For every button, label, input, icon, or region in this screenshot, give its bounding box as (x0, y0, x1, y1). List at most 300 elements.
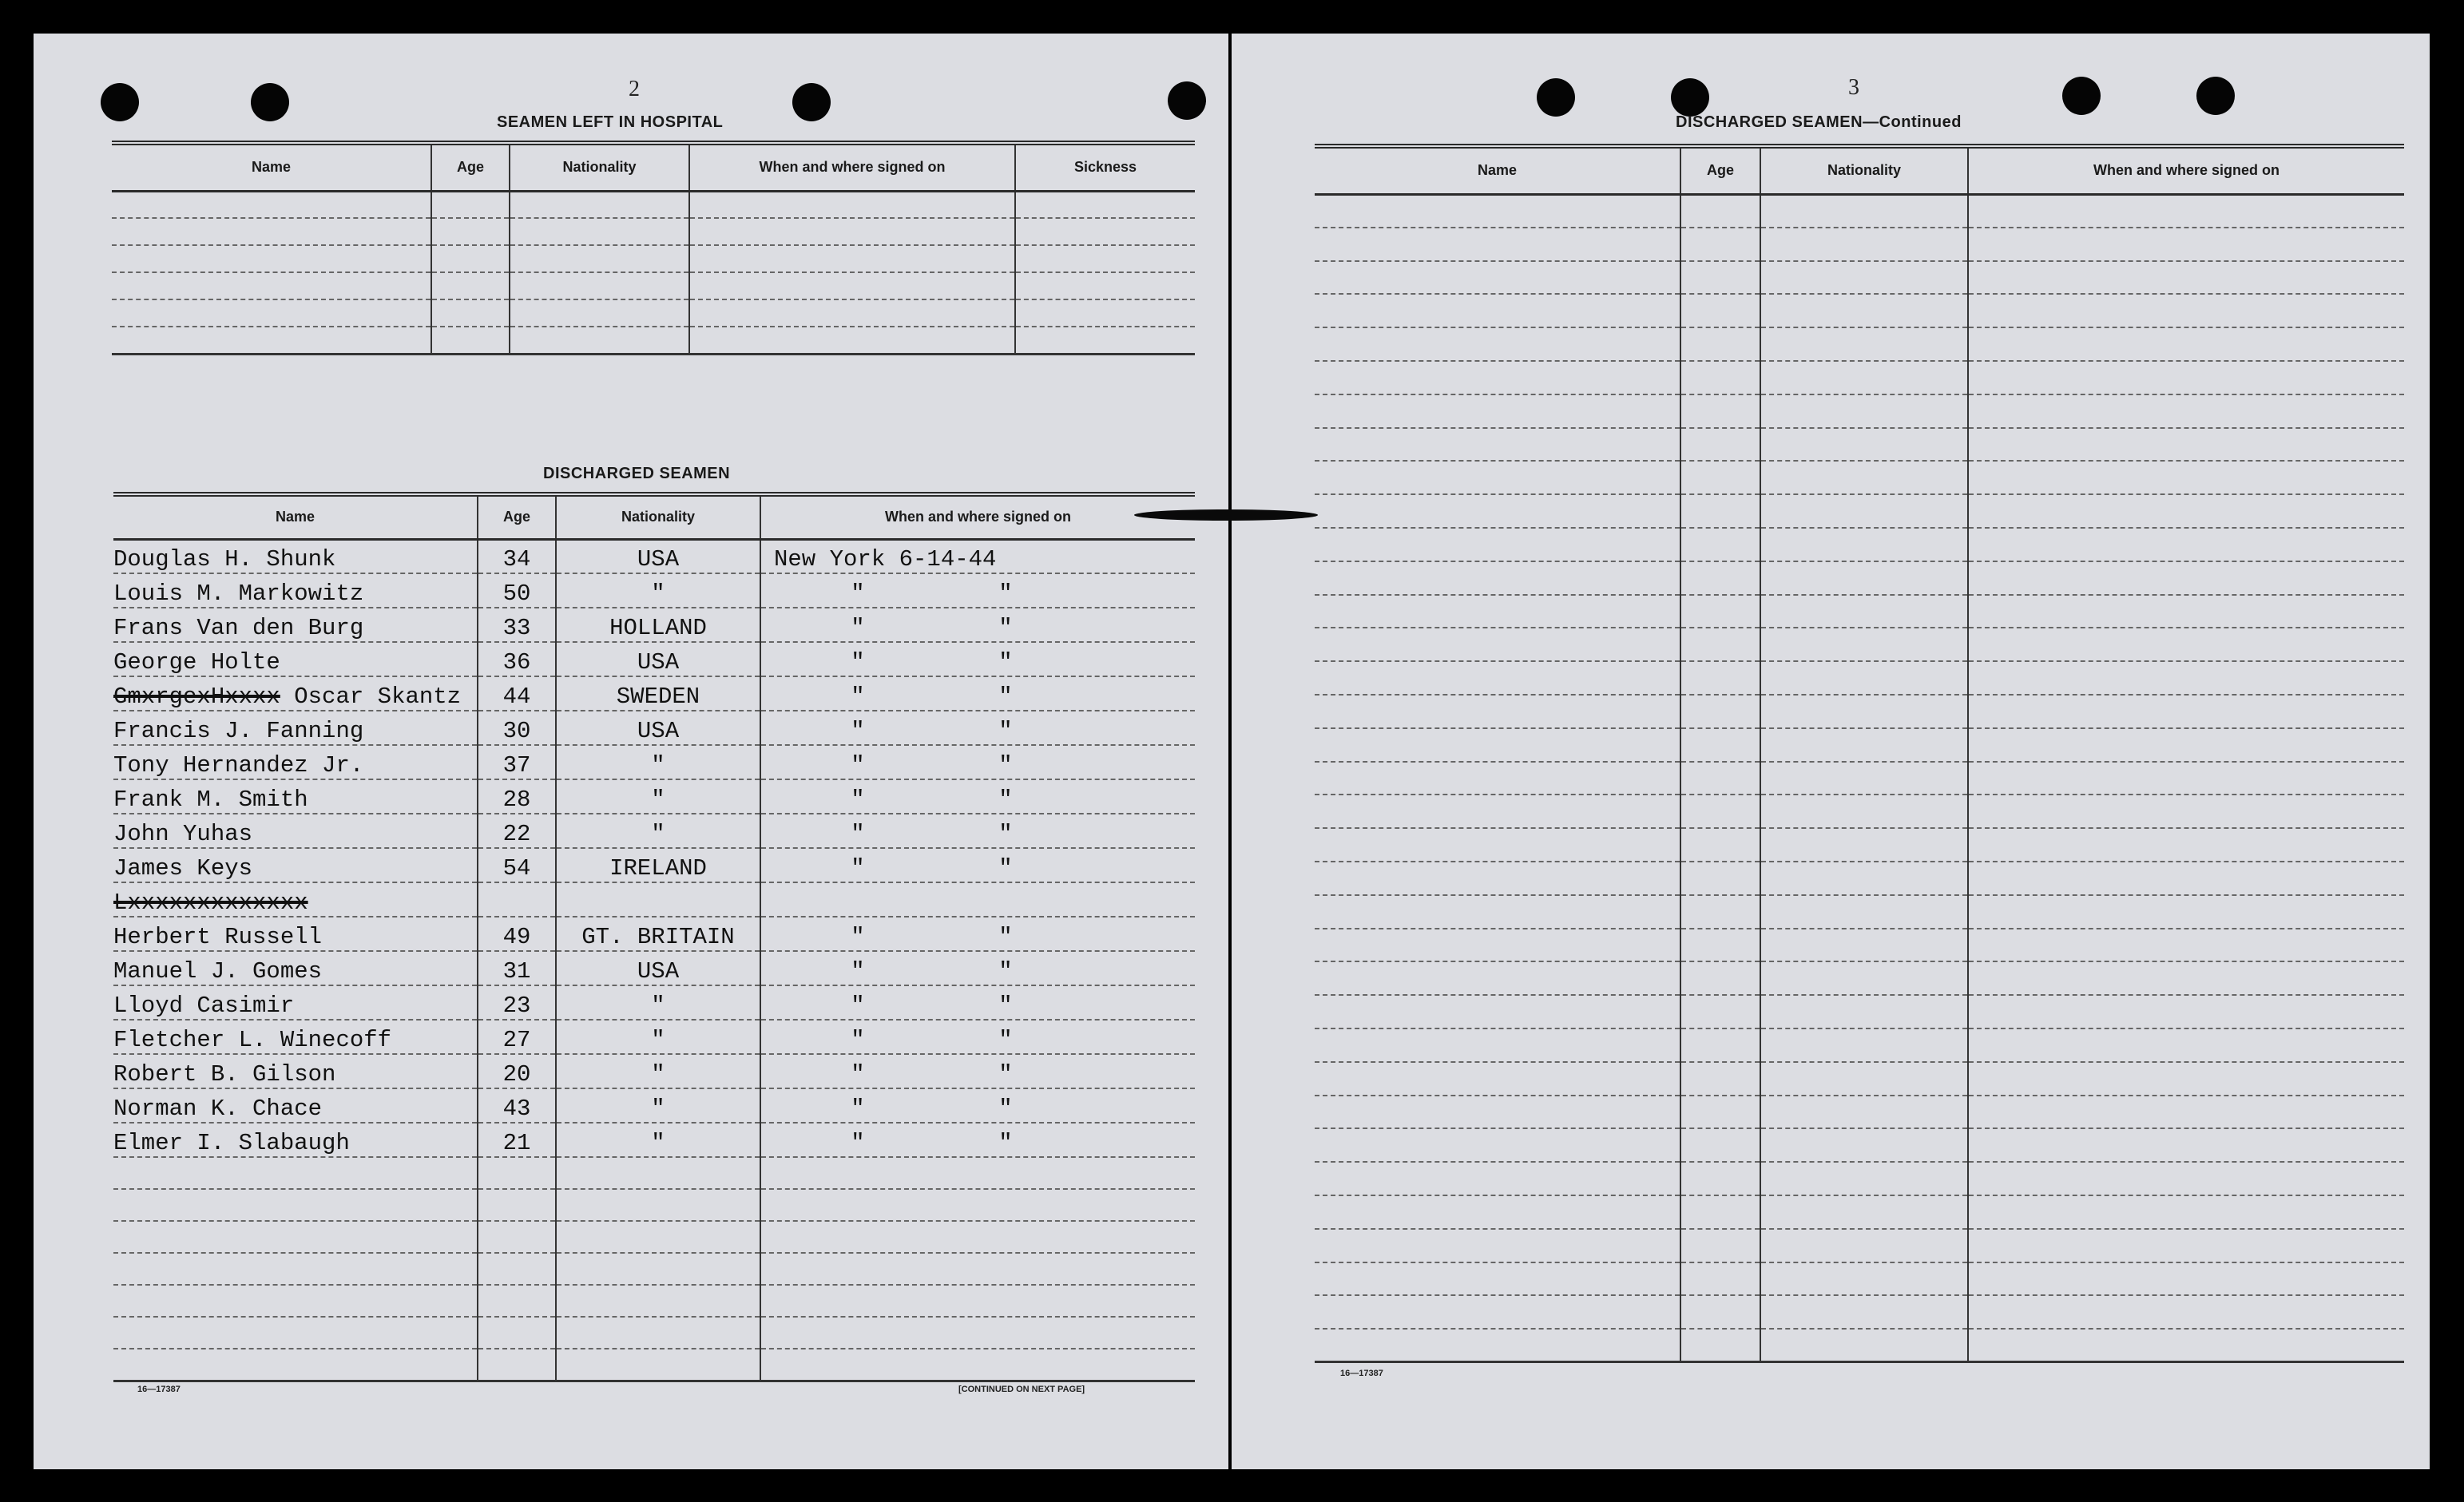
table-cell (1315, 828, 1680, 862)
signed-on-cell (760, 1157, 1195, 1189)
table-cell (1315, 795, 1680, 828)
table-cell (1760, 461, 1968, 494)
table-cell (1968, 194, 2404, 228)
seaman-nationality: " (556, 1123, 760, 1157)
signed-on-date: " (998, 821, 1013, 847)
table-cell (1680, 795, 1760, 828)
table-cell (1968, 695, 2404, 728)
seaman-nationality (556, 882, 760, 917)
signed-on-cell (760, 711, 1195, 745)
table-row (1315, 261, 2404, 295)
seaman-name: Manuel J. Gomes (113, 958, 323, 985)
seaman-name-cell (113, 1157, 478, 1189)
seaman-age (478, 1189, 556, 1221)
seaman-nationality: IRELAND (556, 848, 760, 882)
seaman-nationality: " (556, 1054, 760, 1088)
table-cell (1680, 895, 1760, 929)
table-cell (1680, 1329, 1760, 1362)
seaman-name-cell (113, 814, 478, 848)
table-cell (1315, 961, 1680, 995)
signed-on-date: " (998, 1096, 1013, 1122)
seaman-name-cell (113, 1253, 478, 1285)
table-row (1315, 1295, 2404, 1329)
table-cell (1968, 628, 2404, 661)
table-cell (1680, 361, 1760, 394)
table-cell (1760, 1128, 1968, 1162)
table-row (113, 1253, 1195, 1285)
table-cell (1760, 1329, 1968, 1362)
table-row (1315, 995, 2404, 1028)
seaman-age (478, 1317, 556, 1349)
table-row (1315, 394, 2404, 428)
hospital-section-title: SEAMEN LEFT IN HOSPITAL (497, 113, 724, 131)
seaman-name-cell (113, 1285, 478, 1317)
signed-on-place: " (851, 718, 865, 744)
signed-on-cell (760, 1285, 1195, 1317)
signed-on-date: " (998, 581, 1013, 607)
table-cell (431, 272, 510, 299)
signed-on-place: " (851, 1130, 865, 1156)
table-cell (1760, 828, 1968, 862)
table-row (1315, 528, 2404, 561)
table-cell (510, 327, 689, 354)
table-cell (1968, 762, 2404, 795)
table-cell (1760, 1028, 1968, 1062)
table-cell (1315, 428, 1680, 462)
table-cell (1315, 595, 1680, 628)
signed-on-cell (760, 1253, 1195, 1285)
table-cell (1968, 1128, 2404, 1162)
table-row (112, 327, 1195, 354)
table-row (112, 272, 1195, 299)
table-cell (112, 218, 431, 245)
column-header: Name (112, 143, 431, 191)
column-header: Age (1680, 146, 1760, 194)
table-cell (1680, 1062, 1760, 1096)
form-number: 16—17387 (137, 1385, 181, 1394)
table-cell (510, 272, 689, 299)
table-cell (1315, 294, 1680, 327)
seaman-age: 34 (478, 539, 556, 573)
table-cell (1680, 1229, 1760, 1262)
seaman-nationality: " (556, 745, 760, 779)
table-cell (1680, 695, 1760, 728)
table-cell (1968, 1195, 2404, 1229)
seaman-name-cell (113, 951, 478, 985)
table-row (1315, 795, 2404, 828)
table-cell (1315, 528, 1680, 561)
table-cell (1315, 361, 1680, 394)
table-row (1315, 929, 2404, 962)
table-cell (1760, 762, 1968, 795)
table-cell (1015, 327, 1195, 354)
seaman-nationality (556, 1285, 760, 1317)
column-header: Age (431, 143, 510, 191)
seaman-age: 43 (478, 1088, 556, 1123)
table-cell (1315, 1295, 1680, 1329)
table-cell (1680, 628, 1760, 661)
table-cell (1315, 728, 1680, 762)
table-cell (1968, 1162, 2404, 1195)
table-cell (1968, 1229, 2404, 1262)
table-cell (1315, 1028, 1680, 1062)
table-row (113, 1349, 1195, 1381)
signed-on-place: " (851, 855, 865, 882)
table-row (112, 218, 1195, 245)
table-cell (1680, 762, 1760, 795)
table-cell (1968, 394, 2404, 428)
table-row (113, 642, 1195, 676)
table-cell (431, 299, 510, 327)
table-cell (1968, 1295, 2404, 1329)
table-cell (1968, 595, 2404, 628)
seaman-nationality: " (556, 985, 760, 1020)
struck-name: GmxrgexHxxxx (113, 684, 280, 710)
signed-on-cell (760, 985, 1195, 1020)
table-cell (1315, 261, 1680, 295)
table-cell (1968, 228, 2404, 261)
table-cell (1760, 1229, 1968, 1262)
table-row (1315, 1062, 2404, 1096)
table-cell (1680, 828, 1760, 862)
signed-on-date: " (998, 993, 1013, 1019)
table-row (113, 1020, 1195, 1054)
seaman-nationality: USA (556, 539, 760, 573)
table-cell (1760, 228, 1968, 261)
seaman-age: 28 (478, 779, 556, 814)
table-cell (1968, 929, 2404, 962)
signed-on-cell (760, 1054, 1195, 1088)
signed-on-cell (760, 1221, 1195, 1253)
signed-on-cell (760, 1123, 1195, 1157)
table-cell (1968, 327, 2404, 361)
table-cell (1315, 995, 1680, 1028)
table-cell (1315, 929, 1680, 962)
table-cell (1760, 561, 1968, 595)
seaman-name-cell (113, 642, 478, 676)
seaman-name: John Yuhas (113, 821, 253, 847)
seaman-age: 27 (478, 1020, 556, 1054)
table-row (1315, 862, 2404, 895)
form-number: 16—17387 (1340, 1369, 1383, 1378)
seaman-name: Lloyd Casimir (113, 993, 295, 1019)
seaman-name-cell (113, 1189, 478, 1221)
seaman-age (478, 1221, 556, 1253)
table-cell (1968, 1262, 2404, 1296)
seaman-nationality: USA (556, 642, 760, 676)
table-row (1315, 228, 2404, 261)
left-page (34, 34, 1228, 1469)
table-cell (689, 299, 1015, 327)
table-cell (1968, 661, 2404, 695)
ink-mark (1134, 509, 1318, 521)
signed-on-cell (760, 1189, 1195, 1221)
table-cell (112, 245, 431, 272)
table-row (113, 882, 1195, 917)
table-cell (1968, 862, 2404, 895)
seaman-name-cell (113, 745, 478, 779)
table-cell (1680, 528, 1760, 561)
table-cell (1968, 428, 2404, 462)
table-cell (1315, 327, 1680, 361)
table-row (113, 745, 1195, 779)
signed-on-date: " (998, 752, 1013, 779)
seaman-nationality: " (556, 814, 760, 848)
seaman-age (478, 1157, 556, 1189)
signed-on-place: " (851, 752, 865, 779)
table-row (1315, 361, 2404, 394)
seaman-age: 49 (478, 917, 556, 951)
table-cell (1760, 695, 1968, 728)
seaman-name: Frans Van den Burg (113, 615, 364, 641)
seaman-name: Norman K. Chace (113, 1096, 323, 1122)
column-header: Nationality (1760, 146, 1968, 194)
punch-hole (1671, 78, 1709, 117)
punch-hole (1537, 78, 1575, 117)
seaman-nationality: " (556, 779, 760, 814)
signed-on-date: " (998, 649, 1013, 676)
table-cell (1968, 361, 2404, 394)
table-cell (1315, 628, 1680, 661)
seaman-name-cell (113, 779, 478, 814)
table-cell (1315, 695, 1680, 728)
table-cell (112, 191, 431, 218)
table-row (1315, 294, 2404, 327)
table-cell (1680, 1128, 1760, 1162)
table-row (1315, 561, 2404, 595)
seaman-name: Elmer I. Slabaugh (113, 1130, 350, 1156)
signed-on-cell (760, 1020, 1195, 1054)
seaman-age: 31 (478, 951, 556, 985)
seaman-nationality: USA (556, 711, 760, 745)
signed-on-cell (760, 917, 1195, 951)
column-header: When and where signed on (1968, 146, 2404, 194)
column-header: Age (478, 494, 556, 539)
seaman-age: 23 (478, 985, 556, 1020)
signed-on-place: " (851, 1061, 865, 1088)
table-row (1315, 461, 2404, 494)
table-cell (1680, 1028, 1760, 1062)
table-cell (1680, 1096, 1760, 1129)
table-row (1315, 1229, 2404, 1262)
seaman-age: 21 (478, 1123, 556, 1157)
table-cell (1315, 1229, 1680, 1262)
table-cell (1968, 528, 2404, 561)
table-cell (1315, 1195, 1680, 1229)
table-row (113, 779, 1195, 814)
table-cell (1015, 299, 1195, 327)
seaman-name-cell (113, 539, 478, 573)
table-cell (431, 218, 510, 245)
table-cell (1968, 795, 2404, 828)
table-row (1315, 695, 2404, 728)
table-row (113, 608, 1195, 642)
seaman-age: 37 (478, 745, 556, 779)
table-cell (1315, 1329, 1680, 1362)
seaman-nationality: SWEDEN (556, 676, 760, 711)
table-cell (1315, 494, 1680, 528)
table-row (113, 1221, 1195, 1253)
signed-on-cell (760, 676, 1195, 711)
seaman-nationality (556, 1157, 760, 1189)
seaman-age: 44 (478, 676, 556, 711)
table-row (113, 711, 1195, 745)
signed-on-date: " (998, 1061, 1013, 1088)
table-cell (1680, 561, 1760, 595)
table-cell (1760, 361, 1968, 394)
table-row (112, 191, 1195, 218)
signed-on-date: " (998, 787, 1013, 813)
seaman-age (478, 1285, 556, 1317)
table-cell (431, 191, 510, 218)
seaman-name-cell (113, 985, 478, 1020)
table-cell (689, 218, 1015, 245)
table-row (113, 1088, 1195, 1123)
table-row (1315, 1195, 2404, 1229)
continued-title-suffix: —Continued (1863, 113, 1962, 131)
seaman-age: 22 (478, 814, 556, 848)
signed-on-date: " (998, 1027, 1013, 1053)
seaman-name: Francis J. Fanning (113, 718, 364, 744)
table-row (1315, 762, 2404, 795)
table-cell (1680, 1262, 1760, 1296)
punch-hole (251, 83, 289, 121)
seaman-nationality (556, 1317, 760, 1349)
discharged-table (113, 492, 1195, 1382)
signed-on-cell (760, 779, 1195, 814)
table-row (1315, 595, 2404, 628)
table-cell (1760, 194, 1968, 228)
right-page (1232, 34, 2430, 1469)
seaman-age: 54 (478, 848, 556, 882)
table-cell (1680, 595, 1760, 628)
signed-on-cell (760, 1088, 1195, 1123)
seaman-name-cell (113, 1054, 478, 1088)
signed-on-date: " (998, 855, 1013, 882)
table-cell (1968, 1062, 2404, 1096)
table-cell (1760, 661, 1968, 695)
table-cell (1680, 261, 1760, 295)
table-cell (1760, 1162, 1968, 1195)
table-cell (1680, 1195, 1760, 1229)
table-cell (1760, 628, 1968, 661)
seaman-nationality: GT. BRITAIN (556, 917, 760, 951)
table-cell (1760, 1262, 1968, 1296)
table-cell (431, 245, 510, 272)
table-cell (1760, 728, 1968, 762)
table-cell (1680, 1162, 1760, 1195)
signed-on-cell (760, 1317, 1195, 1349)
table-cell (1680, 428, 1760, 462)
signed-on-date: " (998, 684, 1013, 710)
table-cell (1680, 1295, 1760, 1329)
continued-note: [CONTINUED ON NEXT PAGE] (958, 1385, 1085, 1394)
seaman-nationality (556, 1221, 760, 1253)
table-cell (1968, 961, 2404, 995)
table-cell (431, 327, 510, 354)
punch-hole (101, 83, 139, 121)
table-cell (1760, 428, 1968, 462)
table-cell (1760, 795, 1968, 828)
table-cell (1968, 1096, 2404, 1129)
table-cell (1315, 1062, 1680, 1096)
table-row (1315, 1162, 2404, 1195)
seaman-name: Herbert Russell (113, 924, 323, 950)
table-cell (1968, 261, 2404, 295)
table-row (113, 1285, 1195, 1317)
signed-on-place: " (851, 649, 865, 676)
seaman-name-cell (113, 573, 478, 608)
table-cell (1680, 728, 1760, 762)
table-cell (1760, 929, 1968, 962)
hospital-table (112, 141, 1195, 355)
signed-on-cell (760, 745, 1195, 779)
seaman-age: 36 (478, 642, 556, 676)
table-cell (1315, 1096, 1680, 1129)
seaman-name-cell (113, 1123, 478, 1157)
seaman-name-cell (113, 1088, 478, 1123)
table-row (112, 245, 1195, 272)
table-cell (1680, 995, 1760, 1028)
table-row (112, 299, 1195, 327)
table-cell (689, 327, 1015, 354)
seaman-name: Fletcher L. Winecoff (113, 1027, 392, 1053)
column-header: Sickness (1015, 143, 1195, 191)
signed-on-cell (760, 951, 1195, 985)
table-cell (510, 245, 689, 272)
table-row (1315, 628, 2404, 661)
table-cell (1760, 1195, 1968, 1229)
table-row (1315, 661, 2404, 695)
signed-on-date: " (998, 615, 1013, 641)
seaman-age (478, 1253, 556, 1285)
table-cell (1680, 961, 1760, 995)
table-cell (1015, 191, 1195, 218)
seaman-nationality: HOLLAND (556, 608, 760, 642)
signed-on-place: New York 6-14-44 (774, 546, 997, 573)
table-row (113, 985, 1195, 1020)
signed-on-place: " (851, 1027, 865, 1053)
seaman-name: George Holte (113, 649, 280, 676)
table-cell (1315, 228, 1680, 261)
continued-section-title (1676, 113, 1962, 132)
signed-on-place: " (851, 684, 865, 710)
signed-on-cell (760, 608, 1195, 642)
table-row (113, 848, 1195, 882)
table-cell (1315, 862, 1680, 895)
signed-on-date: " (998, 718, 1013, 744)
signed-on-cell (760, 848, 1195, 882)
signed-on-place: " (851, 821, 865, 847)
signed-on-cell (760, 573, 1195, 608)
table-cell (1968, 828, 2404, 862)
continued-title-main: DISCHARGED SEAMEN (1676, 113, 1863, 131)
column-header: When and where signed on (689, 143, 1015, 191)
table-cell (1315, 561, 1680, 595)
seaman-name: Frank M. Smith (113, 787, 308, 813)
table-cell (1015, 272, 1195, 299)
table-row (113, 951, 1195, 985)
table-cell (1968, 1329, 2404, 1362)
table-cell (1315, 1262, 1680, 1296)
table-cell (112, 272, 431, 299)
struck-name: Lxxxxxxxxxxxxx (113, 890, 308, 916)
seaman-age: 33 (478, 608, 556, 642)
table-row (1315, 1329, 2404, 1362)
table-cell (1760, 528, 1968, 561)
column-header: Name (113, 494, 478, 539)
seaman-nationality: " (556, 1088, 760, 1123)
